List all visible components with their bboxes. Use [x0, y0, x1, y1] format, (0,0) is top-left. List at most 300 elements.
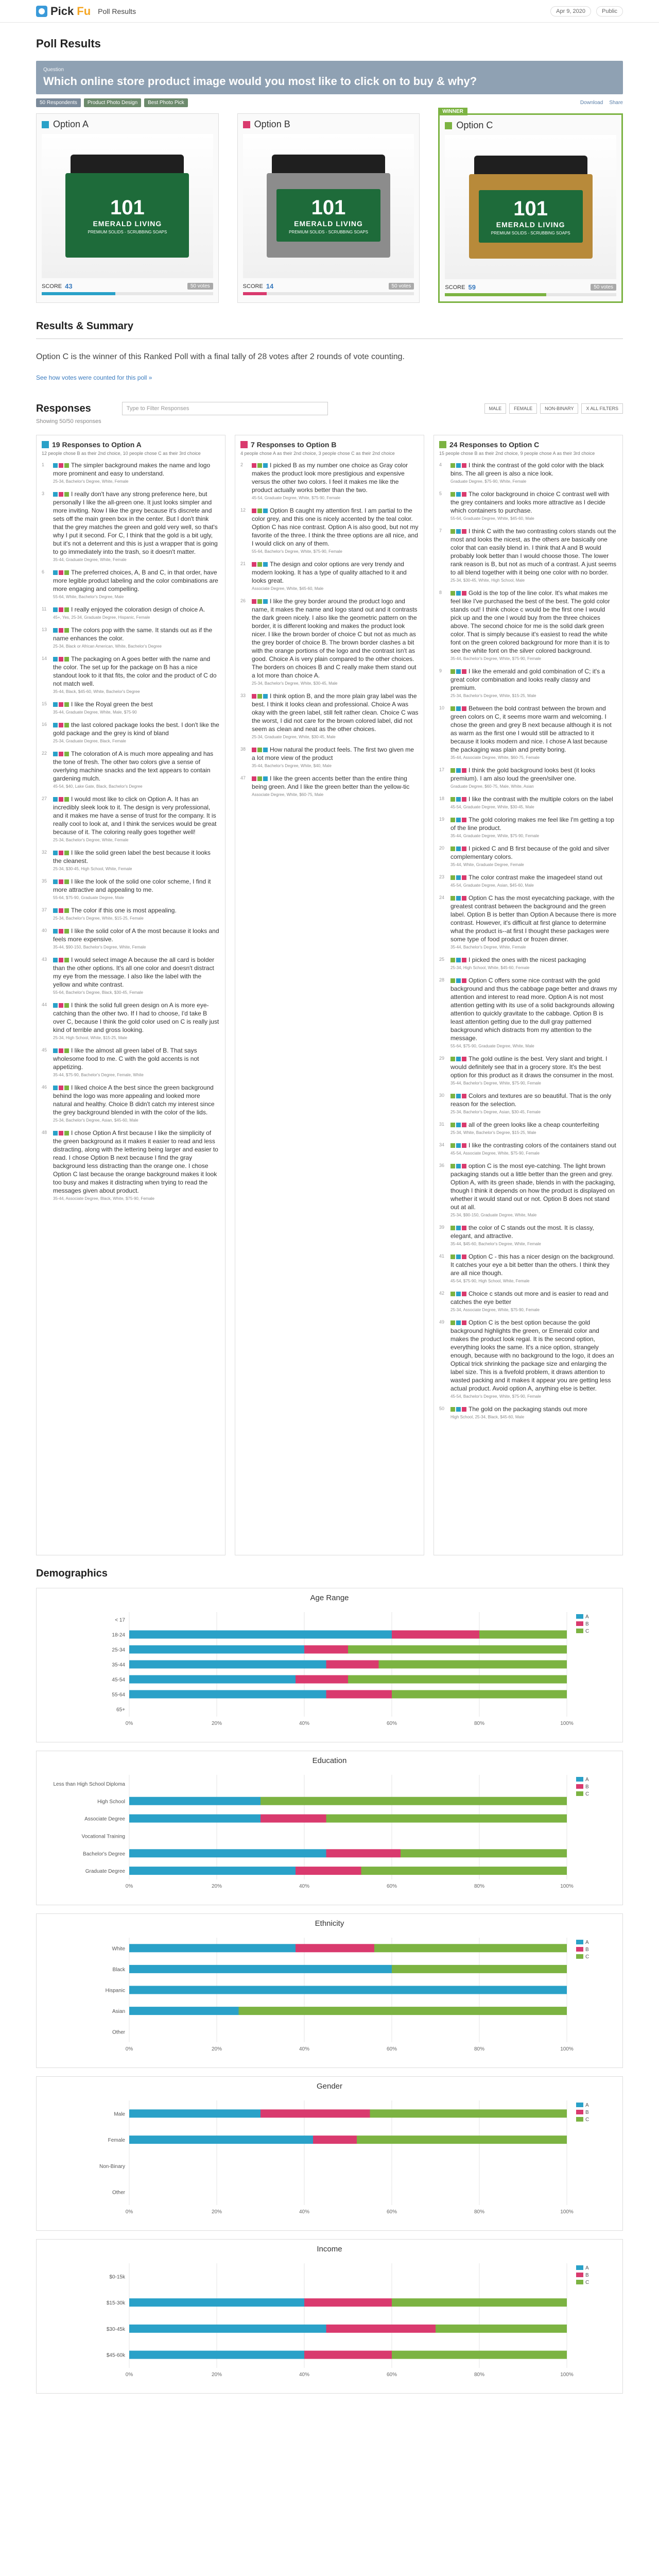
bar-segment: [129, 1867, 296, 1875]
x-tick-label: 60%: [386, 2209, 397, 2215]
list-item: 36 option C is the most eye-catching. The light brown packaging stands out a little better than the green and grey. Option A, with its green shade, blends in with the packaging, though I think it depends on how the product is displayed on whether it would stand out or not. Option B does not stand out at all. 25-34, $90-150, Graduate Degree, White, Male: [439, 1162, 616, 1217]
category-label: Hispanic: [105, 1988, 125, 1994]
bar-segment: [392, 2298, 567, 2307]
rank-icons: [450, 875, 466, 880]
rank-icons: [53, 702, 69, 707]
tag[interactable]: Best Photo Pick: [144, 98, 188, 107]
question-meta: Question: [43, 67, 64, 73]
rank-icons: [53, 657, 69, 662]
legend-swatch: [576, 2280, 583, 2284]
bar-segment: [479, 1631, 567, 1639]
rank-icons: [53, 492, 69, 497]
x-tick-label: 100%: [560, 1884, 574, 1889]
score-bar: [42, 292, 213, 295]
list-item: 12 Option B caught my attention first. I am partial to the color grey, and this one is nicely accented by the teal color. Option C has nice contrast. Option A is also good, but not my favorite of the three. I think the three options are all nice, and I would click on any of them. 55-64, Bachelor's Degree, White, $75-90, Female: [240, 507, 419, 554]
score-label: SCORE: [445, 284, 465, 291]
score-label: SCORE: [242, 283, 263, 290]
legend-swatch: [576, 1621, 583, 1626]
rank-icons: [450, 1123, 466, 1127]
category-label: Asian: [112, 2009, 125, 2015]
response-column: 19 Responses to Option A 12 people chose B as their 2nd choice, 10 people chose C as their 3rd choice 1 The simpler background makes the name and logo more prominent and easy to understand. 25-34, Bachelor's Degree, White, Female 3 I really don't have any strong preference here, but personally I like the all-green one. It just looks simpler and more inviting. Now I like the grey because it's discrete and sets off the main green box in the center. But I don't think that the grey matches the green and gold very well, so that's why I put it second. For C, I think that the gold is a bit ugly, but it's not a deterrent and this is just a wrapper that is going to go immediately into the trash, so it doesn't matter. 35-44, Graduate Degree, White, Female 6 The preferred choices, A, B and C, in that order, have more legible product labeling and the color combinations are more engaging and compelling. 55-64, White, Bachelor's Degree, Male 11 I really enjoyed the coloration design of choice A. 45+, Yes, 25-34, Graduate Degree, Hispanic, Female 13 The colors pop with the same. It stands out as if the name enhances the color. 25-34, Black or African American, White, Bachelor's Degree 14 The packaging on A goes better with the name and the color. The set up for the package on B has a nice standout look to it that fits, the color and the product of C do not match well. 35-44, Black, $45-60, White, Bachelor's Degree 15 I like the Royal green the best 35-44, Graduate Degree, White, Male, $75-90 16 the last colored package looks the best. I don't like the gold package and the grey is kind of bland 25-34, Graduate Degree, Black, Female 22 The coloration of A is much more appealing and has the tone of fresh. The other two colors give a sense of overlying machine snacks and the text appears to contain gardening mulch. 45-54, $40, Lake Gate, Black, Bachelor's Degree 27 I would most like to click on Option A. It has an incredibly sleek look to it. The design is very professional, and it makes me have a sense of trust for the company. It is really cool to look at, and I think the services would be great because of it. The coloring really goes together well! 25-34, Bachelor's Degree, White, Female 32 I like the solid green label the best because it looks the cleanest. 25-34, $30-45, High School, White, Female 35 I like the look of the solid one color scheme, I find it more attractive and appealing to me. 55-64, $75-90, Graduate Degree, Male 37 The color if this one is most appealing. 25-34, Bachelor's Degree, White, $15-25, Female 40 I like the solid color of A the most because it looks and feels more expensive. 35-44, $90-150, Bachelor's Degree, White, Female 43 I would select image A because the all card is bolder than the other options. It's all one color and doesn't distract my eye from the message. I also like the label with the yellow and white contrast. 55-64, Bachelor's Degree, Black, $30-45, Female 44 I think the solid full green design on A is more eye-catching than the other two. If I had to choose, I'd take B over C, because I think the gold color used on C is really just kind of terrible and gross looking. 25-34, High School, White, $15-25, Male 45 I like the almost all green label of B. That says wholesome food to me. C with the gold accents is not appetizing. 35-44, $75-90, Bachelor's Degree, Female, White 46 I liked choice A the best since the green background behind the logo was more appealing and looked more natural and healthy. Choice B didn't catch my interest since the grey background blended in with the color of the lids. 25-34, Bachelor's Degree, Asian, $45-60, Male 48 I chose Option A first because I like the simplicity of the green background as it makes it easier to read and less distracting, along with the lettering being larger and easier to read. I chose Option B next because I find the gray background less distracting than the orange one. I chose Option C last because the orange background makes it look too busy and makes it distracting when trying to read the messages given about product. 35-44, Associate Degree, Black, White, $75-90, Female: [36, 435, 226, 1555]
category-label: Vocational Training: [81, 1834, 125, 1840]
rank-icons: [252, 562, 268, 567]
option-label: Option A: [53, 119, 89, 129]
list-item: 9 I like the emerald and gold combination of C; it's a great color combination and looks really classy and premium. 25-34, Bachelor's Degree, White, $15-25, Male: [439, 668, 605, 698]
x-tick-label: 20%: [211, 2209, 222, 2215]
bar-segment: [374, 1944, 567, 1952]
download-link[interactable]: Download: [580, 100, 603, 106]
votes-badge: 50 votes: [187, 283, 213, 290]
category-label: Female: [108, 2138, 125, 2144]
x-tick-label: 100%: [560, 2046, 574, 2052]
list-item: 2 I picked B as my number one choice as Gray color makes the product look more prestigious and expensive versus the other two colors. I feel it makes me like the product actually works better than the two. 45-54, Graduate Degree, White, $75-90, Female: [240, 462, 408, 500]
bar-segment: [392, 1631, 479, 1639]
rank-icons: [252, 599, 268, 604]
bar-segment: [326, 1815, 567, 1823]
legend-swatch: [576, 1777, 583, 1782]
x-tick-label: 20%: [211, 1884, 222, 1889]
category-label: Non-Binary: [99, 2163, 125, 2170]
rank-icons: [252, 776, 268, 781]
list-item: 37 The color if this one is most appealing. 25-34, Bachelor's Degree, White, $15-25, Female: [42, 907, 177, 921]
legend-label: C: [585, 1954, 589, 1960]
rank-icons: [252, 694, 268, 699]
bar-segment: [129, 2298, 304, 2307]
category-label: 55-64: [112, 1692, 125, 1698]
list-item: 13 The colors pop with the same. It stands out as if the name enhances the color. 25-34, Black or African American, White, Bachelor's Degree: [42, 626, 213, 649]
list-item: 18 I like the contrast with the multiple colors on the label 45-54, Graduate Degree, White, $30-45, Male: [439, 795, 613, 809]
score-bar: [445, 293, 616, 296]
rank-icons: [53, 752, 69, 756]
chart-title: Income: [317, 2245, 342, 2253]
bar-segment: [129, 2109, 261, 2117]
list-item: 3 I really don't have any strong preference here, but personally I like the all-green one. It just looks simpler and more inviting. Now I like the grey because it's discrete and sets off the main green box in the center. But I don't think that the grey matches the green and gold very well, so that's why I put it second. For C, I think that the gold is a bit ugly, but it's not a deterrent and this is just a wrapper that is going to go immediately into the trash, so it doesn't matter. 35-44, Graduate Degree, White, Female: [42, 490, 218, 562]
score-value: 43: [65, 282, 73, 290]
rank-icons: [53, 570, 69, 575]
category-label: White: [112, 1946, 125, 1952]
bar-segment: [326, 2325, 436, 2333]
rank-icons: [252, 463, 268, 468]
bar-segment: [261, 1797, 567, 1805]
rank-icons: [450, 1320, 466, 1325]
category-label: $15-30k: [106, 2300, 125, 2307]
chart-title: Ethnicity: [315, 1919, 344, 1928]
rank-icons: [53, 851, 69, 855]
bar-segment: [304, 1646, 348, 1654]
option-color-swatch: [240, 441, 248, 448]
demographic-chart: [36, 2239, 623, 2394]
bar-segment: [296, 1944, 374, 1952]
rank-icons: [450, 1226, 466, 1230]
visibility-chip[interactable]: Public: [596, 6, 623, 16]
legend-label: A: [585, 1614, 589, 1620]
bar-segment: [239, 2007, 567, 2015]
bar-segment: [392, 1690, 567, 1699]
list-item: 22 The coloration of A is much more appealing and has the tone of fresh. The other two colors give a sense of overlying machine snacks and the text appears to contain gardening mulch. 45-54, $40, Lake Gate, Black, Bachelor's Degree: [42, 750, 214, 789]
list-item: 33 I think option B, and the more plain gray label was the best. I think it looks clean and professional. Choice A was okay with the green label, still felt rather clean. Choice C was the worst, I did not care for the brown colored label, did not seem as clean and neat as the other choices. 25-34, Graduate Degree, White, $30-45, Male: [240, 692, 419, 739]
list-item: 15 I like the Royal green the best 35-44, Graduate Degree, White, Male, $75-90: [42, 701, 153, 715]
top-bar: [0, 0, 659, 23]
bar-segment: [436, 2325, 567, 2333]
bar-segment: [261, 1815, 326, 1823]
date-chip: Apr 9, 2020: [550, 6, 591, 16]
legend-label: A: [585, 1777, 589, 1783]
bar-segment: [261, 2109, 370, 2117]
list-item: 7 I think C with the two contrasting colors stands out the most and looks the nicest, as the others are basically one color that can easily blend in. I think that A and B would probably look better than I would choose those. The lower rank reason is B, but not as much of a contrast. A just seems to all blend together with it being one color with no border. 25-34, $30-45, White, High School, Male: [439, 528, 617, 583]
x-tick-label: 20%: [211, 2046, 222, 2052]
rank-icons: [450, 1164, 466, 1168]
score-value: 59: [468, 283, 476, 291]
rank-icons: [53, 607, 69, 612]
product-image[interactable]: 101 EMERALD LIVING PREMIUM SOLIDS - SCRUBBING SOAPS: [445, 135, 616, 279]
rank-icons: [450, 1407, 466, 1412]
demographic-chart: [36, 2076, 623, 2231]
list-item: 47 I like the green accents better than the entire thing being green. And I like the green better than the yellow-tic Associate Degree, White, $60-75, Male: [240, 775, 410, 797]
rank-icons: [252, 509, 268, 513]
score-value: 14: [266, 282, 274, 290]
demographic-chart: [36, 1751, 623, 1905]
rank-icons: [53, 958, 69, 962]
legend-swatch: [576, 1614, 583, 1619]
product-image[interactable]: 101 EMERALD LIVING PREMIUM SOLIDS - SCRUBBING SOAPS: [42, 134, 213, 278]
bar-segment: [348, 1646, 567, 1654]
tag[interactable]: 50 Respondents: [36, 98, 81, 107]
list-item: 20 I picked C and B first because of the gold and silver complementary colors. 35-44, White, Graduate Degree, Female: [439, 845, 610, 867]
question-box: [36, 61, 623, 94]
legend-swatch: [576, 1784, 583, 1789]
rank-icons: [53, 723, 69, 727]
score-label: SCORE: [42, 283, 62, 290]
bar-segment: [379, 1660, 567, 1669]
rank-icons: [450, 797, 466, 802]
category-label: Other: [112, 2029, 125, 2036]
x-tick-label: 40%: [299, 2372, 310, 2378]
category-label: $30-45k: [106, 2326, 125, 2332]
option-label: Option B: [254, 119, 290, 129]
legend-label: C: [585, 2280, 589, 2285]
list-item: 16 the last colored package looks the best. I don't like the gold package and the grey is kind of bland 25-34, Graduate Degree, Black, Female: [42, 721, 219, 743]
legend-swatch: [576, 1947, 583, 1952]
rank-icons: [53, 879, 69, 884]
bar-segment: [313, 2136, 357, 2144]
legend-label: A: [585, 2103, 589, 2108]
legend-swatch: [576, 1940, 583, 1944]
x-tick-label: 80%: [474, 2372, 485, 2378]
option-label: Option C: [456, 120, 493, 130]
list-item: 32 I like the solid green label the best because it looks the cleanest. 25-34, $30-45, High School, White, Female: [42, 849, 211, 871]
x-tick-label: 20%: [211, 1721, 222, 1726]
rank-icons: [450, 846, 466, 851]
bar-segment: [401, 1849, 567, 1857]
response-column: 7 Responses to Option B 4 people chose A as their 2nd choice, 3 people chose C as their 2nd choice 2 I picked B as my number one choice as Gray color makes the product look more prestigious and expensive versus the other two colors. I feel it makes me like the product actually works better than the two. 45-54, Graduate Degree, White, $75-90, Female 12 Option B caught my attention first. I am partial to the color grey, and this one is nicely accented by the teal color. Option C has nice contrast. Option A is also good, but not my favorite of the three. I think the three options are all nice, and I would click on any of them. 55-64, Bachelor's Degree, White, $75-90, Female 21 The design and color options are very trendy and modern looking. It has a type of quality attached to it and looks great. Associate Degree, White, $45-60, Male 26 I like the grey border around the product logo and name, it makes the name and logo stand out and it contrasts the dark green nicely. I also like the geometric pattern on the border, it is different looking and makes the product look nicer. I like the brown border of choice C but not as much as the grey border of choice B. The brown border clashes a bit with the orange portions of the logo and the contrast isn't as good. Choice A is very plain compared to the other choices. The borders on choices B and C really make them stand out a lot more than choice A. 25-34, Bachelor's Degree, White, $30-45, Male 33 I think option B, and the more plain gray label was the best. I think it looks clean and professional. Choice A was okay with the green label, still felt rather clean. Choice C was the worst, I did not care for the brown colored label, did not seem as clean and neat as the other choices. 25-34, Graduate Degree, White, $30-45, Male 38 How natural the product feels. The first two given me a lot more view of the product 35-44, Bachelor's Degree, White, $40, Male 47 I like the green accents better than the entire thing being green. And I like the green better than the yellow-tic Associate Degree, White, $60-75, Male: [235, 435, 424, 1555]
x-tick-label: 80%: [474, 1721, 485, 1726]
rank-icons: [450, 492, 466, 497]
list-item: 44 I think the solid full green design on A is more eye-catching than the other two. If I had to choose, I'd take B over C, because I think the gold color used on C is really just kind of terrible and gross looking. 25-34, High School, White, $15-25, Male: [42, 1002, 219, 1040]
rank-icons: [450, 529, 466, 534]
category-label: High School: [97, 1799, 125, 1805]
vote-count-link[interactable]: See how votes were counted for this poll »: [36, 374, 152, 381]
bar-segment: [361, 1867, 567, 1875]
rank-icons: [53, 628, 69, 633]
list-item: 43 I would select image A because the all card is bolder than the other options. It's all one color and doesn't distract my eye from the message. I also like the label with the yellow and white contrast. 55-64, Bachelor's Degree, Black, $30-45, Female: [42, 956, 215, 995]
chart-title: Education: [312, 1756, 347, 1765]
rank-icons: [53, 908, 69, 913]
bar-segment: [129, 1965, 392, 1973]
share-link[interactable]: Share: [609, 100, 623, 106]
bar-segment: [296, 1675, 348, 1684]
rank-icons: [450, 1057, 466, 1061]
clear-filters-button[interactable]: X ALL FILTERS: [581, 403, 623, 414]
x-tick-label: 0%: [125, 2209, 133, 2215]
x-tick-label: 0%: [125, 1721, 133, 1726]
showing-count: Showing 50/50 responses: [36, 418, 101, 425]
filter-female-button[interactable]: FEMALE: [509, 403, 537, 414]
x-tick-label: 80%: [474, 2046, 485, 2052]
response-column: 24 Responses to Option C 15 people chose B as their 2nd choice, 9 people chose A as their 3rd choice 4 I think the contrast of the gold color with the black bins. The all green is also a nice look. Graduate Degree, $75-90, White, Female 5 The color background in choice C contrast well with the grey containers and looks more attractive as I decide which containers to purchase. 55-64, Graduate Degree, White, $45-60, Male 7 I think C with the two contrasting colors stands out the most and looks the nicest, as the others are basically one color that can easily blend in. I think that A and B would probably look better than I would choose those. The lower rank reason is B, but not as much of a contrast. A just seems to all blend together with it being one color with no border. 25-34, $30-45, White, High School, Male 8 Gold is the top of the line color. It's what makes me feel like I've purchased the best of the best. The gold color stands out! I think choice c would be the first one I would pick up and the one I would buy from the three choices above. The second choice for me is the solid dark green color. That is simply because it's easiest to read the white font on the green colored background for more than it is to see the white font on the silver colored background. 35-44, Bachelor's Degree, White, $75-90, Female 9 I like the emerald and gold combination of C; it's a great color combination and looks really classy and premium. 25-34, Bachelor's Degree, White, $15-25, Male 10 Between the bold contrast between the brown and green colors on C, it seems more warm and welcoming. I chose the green and grey B next because although it is not as warm as the first one I would still be attracted to it because it looks modern and nice. I chose A last because the packaging was plain and pretty boring. 35-44, Associate Degree, White, $60-75, Female 17 I think the gold background looks best (it looks premium). I am also loud the green/silver one. Graduate Degree, $60-75, Male, White, Asian 18 I like the contrast with the multiple colors on the label 45-54, Graduate Degree, White, $30-45, Male 19 The gold coloring makes me feel like I'm getting a top of the line product. 35-44, Graduate Degree, White, $75-90, Female 20 I picked C and B first because of the gold and silver complementary colors. 35-44, White, Graduate Degree, Female 23 The color contrast make the imagedeel stand out 45-54, Graduate Degree, Asian, $45-60, Male 24 Option C has the most eyecatching package, with the greatest contrast between the background and the green label. Option B is better than Option A because there is more contrast. However, it's difficult at first glance to determine what the product is--at first I thought these packages were some type of food product or frozen dinner. 35-44, Bachelor's Degree, White, Female 25 I picked the ones with the nicest packaging 25-34, High School, White, $45-60, Female 28 Option C offers some nice contrast with the gold background and thus the cabbage page better and draws my attention and interest to read more. Option A is not most attention getting with its use of a solid backgrounds allowing attention to quickly gravitate to the cabbage. Option B is least attention getting due to the dull gray patterned background which distracts from my attention to the message. 55-64, $75-90, Graduate Degree, White, Male 29 The gold outline is the best. Very slant and bright. I would definitely see that in a grocery store. It's the best option for this product as it draws the consumer in the most. 35-44, Bachelor's Degree, White, $75-90, Female 30 Colors and textures are so beautiful. That is the only reason for the selection. 25-34, Bachelor's Degree, Asian, $30-45, Female 31 all of the green looks like a cheap counterfeiting 25-34, White, Bachelor's Degree, $15-25, Male 34 I like the contrasting colors of the containers stand out 45-54, Associate Degree, White, $75-90, Female 36 option C is the most eye-catching. The light brown packaging stands out a little better than the green and grey. Option A, with its green shade, blends in with the packaging, though I think it depends on how the product is displayed on whether it would stand out or not. Option B does not stand out at all. 25-34, $90-150, Graduate Degree, White, Male 39 the color of C stands out the most. It is classy, elegant, and attractive. 35-44, $45-60, Bachelor's Degree, White, Female 41 Option C - this has a nicer design on the background. It catches your eye a bit better than the others. I think they are all nice though. 45-54, $75-90, High School, White, Female 42 Choice c stands out more and is easier to read and catches the eye better 25-34, Associate Degree, White, $75-90, Female 49 Option C is the best option because the gold background highlights the green, or Emerald color and makes the product look regal. It is the second option, everything looks the same. It's a nice option, strangely enough, because with no background to the logo, it does an Optical trick shrinking the package size and enlarging the label size. This is a fivefold problem, it draws attention to wasted packing and it makes it appear you are getting less actual product. Avoid option A, anything else is better. 45-54, Bachelor's Degree, White, $75-90, Female 50 The gold on the packaging stands out more High School, 25-34, Black, $45-60, Male: [433, 435, 623, 1555]
chart-plot: [37, 1769, 622, 1897]
legend-label: A: [585, 1940, 589, 1945]
rank-icons: [53, 1003, 69, 1008]
rank-icons: [53, 463, 69, 468]
chart-plot: [37, 2257, 622, 2386]
list-item: 8 Gold is the top of the line color. It's what makes me feel like I've purchased the best of the best. The gold color stands out! I think choice c would be the first one I would pick up and the one I would buy from the three choices above. The second choice for me is the solid dark green color. That is simply because it's easiest to read the white font on the green colored background for more than it is to see the white font on the silver colored background. 35-44, Bachelor's Degree, White, $75-90, Female: [439, 589, 610, 661]
bar-segment: [129, 1690, 326, 1699]
x-tick-label: 60%: [386, 2046, 397, 2052]
app-title: Poll Results: [98, 7, 136, 15]
rank-icons: [450, 1143, 466, 1148]
rank-icons: [450, 818, 466, 822]
rank-icons: [450, 896, 466, 901]
x-tick-label: 60%: [386, 2372, 397, 2378]
x-tick-label: 100%: [560, 1721, 574, 1726]
legend-swatch: [576, 1791, 583, 1796]
responses-heading: Responses: [36, 402, 91, 414]
legend-label: C: [585, 1791, 589, 1797]
list-item: 30 Colors and textures are so beautiful. That is the only reason for the selection. 25-34, Bachelor's Degree, Asian, $30-45, Female: [439, 1092, 612, 1114]
category-label: 65+: [116, 1707, 125, 1713]
legend-swatch: [576, 2117, 583, 2122]
list-item: 25 I picked the ones with the nicest packaging 25-34, High School, White, $45-60, Female: [439, 956, 586, 970]
list-item: 38 How natural the product feels. The first two given me a lot more view of the product 35-44, Bachelor's Degree, White, $40, Male: [240, 746, 414, 768]
rank-icons: [450, 669, 466, 674]
rank-icons: [450, 1292, 466, 1296]
logo-icon: [36, 6, 47, 17]
rank-icons: [450, 958, 466, 962]
bar-segment: [129, 2007, 239, 2015]
list-item: 41 Option C - this has a nicer design on the background. It catches your eye a bit better than the others. I think they are all nice though. 45-54, $75-90, High School, White, Female: [439, 1253, 615, 1283]
x-tick-label: 40%: [299, 2046, 310, 2052]
legend-label: B: [585, 2273, 589, 2278]
rank-icons: [450, 591, 466, 596]
category-label: Male: [114, 2111, 125, 2117]
bar-segment: [129, 1944, 296, 1952]
x-tick-label: 100%: [560, 2209, 574, 2215]
rank-icons: [450, 1255, 466, 1259]
legend-swatch: [576, 2265, 583, 2270]
bar-segment: [304, 2351, 392, 2359]
bar-segment: [326, 1690, 392, 1699]
summary-heading: Results & Summary: [36, 320, 133, 332]
category-label: 45-54: [112, 1677, 125, 1683]
list-item: 48 I chose Option A first because I like the simplicity of the green background as it makes it easier to read and less distracting, along with the lettering being larger and easier to read. I chose Option B next because I find the gray background less distracting than the orange one. I chose Option C last because the orange background makes it look too busy and makes it distracting when trying to read the messages given about product. 35-44, Associate Degree, Black, White, $75-90, Female: [42, 1129, 218, 1201]
bar-segment: [129, 1646, 304, 1654]
demographics-heading: Demographics: [36, 1568, 108, 1579]
list-item: 27 I would most like to click on Option A. It has an incredibly sleek look to it. The design is very professional, and it makes me have a sense of trust for the company. It is really cool to look at, and I think the services would be great because of it. The coloring really goes together well! 25-34, Bachelor's Degree, White, Female: [42, 795, 217, 842]
bar-segment: [392, 1965, 567, 1973]
rank-icons: [450, 768, 466, 773]
category-label: 35-44: [112, 1662, 125, 1668]
list-item: 46 I liked choice A the best since the green background behind the logo was more appealing and looked more natural and healthy. Choice B didn't catch my interest since the grey background blended in with the color of the lids. 25-34, Bachelor's Degree, Asian, $45-60, Male: [42, 1084, 215, 1123]
list-item: 28 Option C offers some nice contrast with the gold background and thus the cabbage page better and draws my attention and interest to read more. Option A is not most attention getting with its use of a solid backgrounds allowing attention to quickly gravitate to the cabbage. Option B is least attention getting due to the dull gray patterned background which distracts from my attention to the message. 55-64, $75-90, Graduate Degree, White, Male: [439, 977, 617, 1048]
category-label: Graduate Degree: [85, 1869, 125, 1875]
list-item: 1 The simpler background makes the name and logo more prominent and easy to understand. 25-34, Bachelor's Degree, White, Female: [42, 462, 211, 484]
rank-icons: [53, 1086, 69, 1090]
legend-swatch: [576, 1629, 583, 1633]
list-item: 45 I like the almost all green label of B. That says wholesome food to me. C with the gold accents is not appetizing. 35-44, $75-90, Bachelor's Degree, Female, White: [42, 1047, 199, 1077]
category-label: Bachelor's Degree: [83, 1851, 125, 1857]
option-color-swatch: [439, 441, 446, 448]
filter-input[interactable]: Type to Filter Responses: [122, 402, 328, 415]
category-label: 25-34: [112, 1647, 125, 1653]
list-item: 35 I like the look of the solid one color scheme, I find it more attractive and appealing to me. 55-64, $75-90, Graduate Degree, Male: [42, 878, 211, 900]
bar-segment: [129, 1675, 296, 1684]
option-color-swatch: [42, 441, 49, 448]
legend-swatch: [576, 1954, 583, 1959]
votes-badge: 50 votes: [389, 283, 414, 290]
category-label: $45-60k: [106, 2352, 125, 2359]
list-item: 11 I really enjoyed the coloration design of choice A. 45+, Yes, 25-34, Graduate Degree, Hispanic, Female: [42, 606, 205, 620]
x-tick-label: 40%: [299, 2209, 310, 2215]
list-item: 5 The color background in choice C contrast well with the grey containers and looks more attractive as I decide which containers to purchase. 55-64, Graduate Degree, White, $45-60, Male: [439, 490, 610, 521]
rank-icons: [450, 463, 466, 468]
filter-male-button[interactable]: MALE: [484, 403, 507, 414]
rank-icons: [252, 748, 268, 752]
option-color-swatch: [42, 121, 49, 128]
bar-segment: [357, 2136, 567, 2144]
list-item: 6 The preferred choices, A, B and C, in that order, have more legible product labeling and the color combinations are more engaging and compelling. 55-64, White, Bachelor's Degree, Male: [42, 569, 218, 599]
bar-segment: [129, 1631, 392, 1639]
category-label: < 17: [115, 1617, 125, 1623]
x-tick-label: 60%: [386, 1884, 397, 1889]
legend-label: C: [585, 1629, 589, 1634]
bar-segment: [129, 2325, 326, 2333]
bar-segment: [129, 1815, 261, 1823]
list-item: 50 The gold on the packaging stands out more High School, 25-34, Black, $45-60, Male: [439, 1405, 587, 1419]
bar-segment: [129, 1849, 326, 1857]
x-tick-label: 0%: [125, 2046, 133, 2052]
x-tick-label: 0%: [125, 1884, 133, 1889]
x-tick-label: 20%: [211, 2372, 222, 2378]
option-color-swatch: [445, 122, 452, 129]
logo[interactable]: Pick Fu: [36, 5, 91, 18]
list-item: 26 I like the grey border around the product logo and name, it makes the name and logo stand out and it contrasts the dark green nicely. I also like the geometric pattern on the border, it is different looking and makes the product look nicer. I like the brown border of choice C but not as much as the grey border of choice B. The brown border clashes a bit with the orange portions of the logo and the contrast isn't as good. Choice A is very plain compared to the other choices. The borders on choices B and C really make them stand out a lot more than choice A. 25-34, Bachelor's Degree, White, $30-45, Male: [240, 598, 418, 686]
bar-segment: [129, 1660, 326, 1669]
rank-icons: [53, 797, 69, 802]
list-item: 4 I think the contrast of the gold color with the black bins. The all green is also a nice look. Graduate Degree, $75-90, White, Female: [439, 462, 604, 484]
category-label: 18-24: [112, 1632, 125, 1638]
list-item: 40 I like the solid color of A the most because it looks and feels more expensive. 35-44, $90-150, Bachelor's Degree, White, Female: [42, 927, 219, 950]
rank-icons: [53, 1131, 69, 1136]
chart-title: Gender: [316, 2082, 343, 2091]
option-card[interactable]: [438, 109, 623, 303]
category-label: Other: [112, 2190, 125, 2196]
page-title: Poll Results: [36, 37, 101, 50]
list-item: 31 all of the green looks like a cheap counterfeiting 25-34, White, Bachelor's Degree, $15-25, Male: [439, 1121, 599, 1135]
legend-swatch: [576, 2103, 583, 2107]
chart-plot: [37, 1606, 622, 1735]
option-card[interactable]: [36, 113, 219, 303]
x-tick-label: 80%: [474, 1884, 485, 1889]
option-color-swatch: [243, 121, 250, 128]
bar-segment: [326, 1849, 401, 1857]
filter-nonbinary-button[interactable]: NON-BINARY: [540, 403, 578, 414]
tag[interactable]: Product Photo Design: [84, 98, 141, 107]
votes-badge: 50 votes: [591, 284, 616, 291]
list-item: 10 Between the bold contrast between the brown and green colors on C, it seems more warm and welcoming. I chose the green and grey B next because although it is not as warm as the first one I would still be attracted to it because it looks modern and nice. I chose A last because the packaging was plain and pretty boring. 35-44, Associate Degree, White, $60-75, Female: [439, 705, 612, 760]
x-tick-label: 100%: [560, 2372, 574, 2378]
list-item: 17 I think the gold background looks best (it looks premium). I am also loud the green/silver one. Graduate Degree, $60-75, Male, White, Asian: [439, 767, 596, 789]
bar-segment: [392, 2351, 567, 2359]
bar-segment: [304, 2298, 392, 2307]
category-label: Less than High School Diploma: [53, 1781, 125, 1787]
legend-label: C: [585, 2117, 589, 2123]
bar-segment: [348, 1675, 567, 1684]
bar-segment: [370, 2109, 567, 2117]
bar-segment: [129, 2351, 304, 2359]
bar-segment: [129, 2136, 313, 2144]
x-tick-label: 60%: [386, 1721, 397, 1726]
list-item: 19 The gold coloring makes me feel like I'm getting a top of the line product. 35-44, Graduate Degree, White, $75-90, Female: [439, 816, 615, 838]
winner-badge: WINNER: [438, 108, 467, 115]
bar-segment: [129, 1986, 567, 1994]
list-item: 21 The design and color options are very trendy and modern looking. It has a type of quality attached to it and looks great. Associate Degree, White, $45-60, Male: [240, 561, 407, 591]
list-item: 34 I like the contrasting colors of the containers stand out 45-54, Associate Degree, White, $75-90, Female: [439, 1142, 616, 1156]
bar-segment: [129, 1797, 261, 1805]
product-image[interactable]: 101 EMERALD LIVING PREMIUM SOLIDS - SCRUBBING SOAPS: [243, 134, 414, 278]
list-item: 24 Option C has the most eyecatching package, with the greatest contrast between the background and the green label. Option B is better than Option A because there is more contrast. However, it's difficult at first glance to determine what the product is--at first I thought these packages were some type of food product or frozen dinner. 35-44, Bachelor's Degree, White, Female: [439, 894, 617, 950]
x-tick-label: 40%: [299, 1721, 310, 1726]
category-label: Black: [112, 1967, 125, 1973]
chart-plot: [37, 1931, 622, 2060]
list-item: 14 The packaging on A goes better with the name and the color. The set up for the package on B has a nice standout look to it that fits, the color and the product of C do not match well. 35-44, Black, $45-60, White, Bachelor's Degree: [42, 655, 217, 694]
bar-segment: [296, 1867, 361, 1875]
list-item: 42 Choice c stands out more and is easier to read and catches the eye better 25-34, Associate Degree, White, $75-90, Female: [439, 1290, 609, 1312]
x-tick-label: 40%: [299, 1884, 310, 1889]
category-label: $0-15k: [109, 2274, 125, 2280]
legend-label: B: [585, 1621, 589, 1627]
legend-swatch: [576, 2110, 583, 2114]
list-item: 49 Option C is the best option because the gold background highlights the green, or Emerald color and makes the product look regal. It is the second option, everything looks the same. It's a nice option, strangely enough, because with no background to the logo, it does an Optical trick shrinking the package size and enlarging the label size. This is a fivefold problem, it draws attention to wasted packing and it makes it appear you are getting less actual product. Avoid option A, anything else is better. 45-54, Bachelor's Degree, White, $75-90, Female: [439, 1319, 614, 1399]
legend-label: B: [585, 1947, 589, 1953]
bar-segment: [326, 1660, 379, 1669]
legend-label: A: [585, 2265, 589, 2271]
chart-title: Age Range: [310, 1594, 349, 1602]
score-bar: [243, 292, 414, 295]
category-label: Associate Degree: [84, 1816, 125, 1822]
x-tick-label: 80%: [474, 2209, 485, 2215]
list-item: 29 The gold outline is the best. Very slant and bright. I would definitely see that in a grocery store. It's the best option for this product as it draws the consumer in the most. 35-44, Bachelor's Degree, White, $75-90, Female: [439, 1055, 614, 1086]
rank-icons: [450, 706, 466, 711]
question-text: Which online store product image would you most like to click on to buy & why?: [43, 75, 477, 88]
list-item: 23 The color contrast make the imagedeel stand out 45-54, Graduate Degree, Asian, $45-60, Male: [439, 874, 603, 888]
rank-icons: [53, 929, 69, 934]
option-card[interactable]: [237, 113, 420, 303]
legend-label: B: [585, 1784, 589, 1790]
list-item: 39 the color of C stands out the most. It is classy, elegant, and attractive. 35-44, $45-60, Bachelor's Degree, White, Female: [439, 1224, 594, 1246]
chart-plot: [37, 2094, 622, 2223]
legend-swatch: [576, 2273, 583, 2277]
summary-text: Option C is the winner of this Ranked Poll with a final tally of 28 votes after 2 rounds of vote counting.: [36, 338, 623, 362]
